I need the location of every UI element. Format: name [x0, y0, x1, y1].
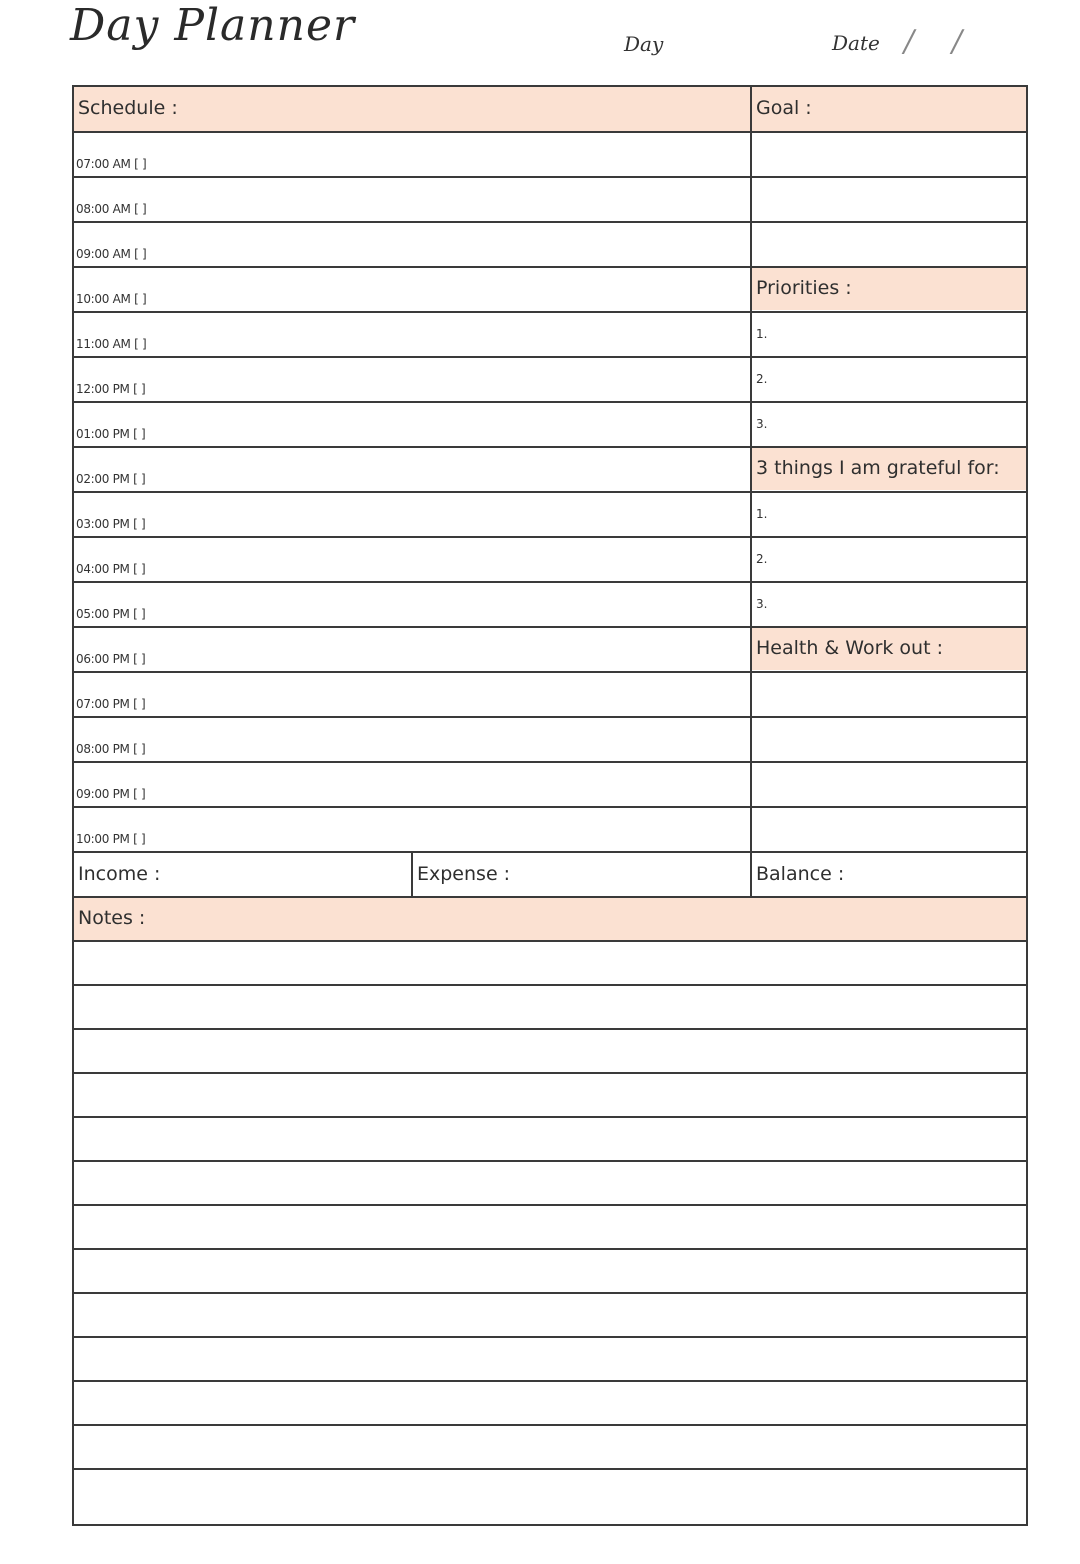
- time-slot[interactable]: 09:00 AM [ ]: [76, 247, 147, 261]
- notes-line: [74, 1424, 1026, 1426]
- time-slot[interactable]: 11:00 AM [ ]: [76, 337, 147, 351]
- row-line: [74, 761, 1026, 763]
- notes-line: [74, 1248, 1026, 1250]
- planner-title: Day Planner: [70, 0, 356, 51]
- row-line: [74, 221, 1026, 223]
- notes-line: [74, 1116, 1026, 1118]
- row-line: [74, 896, 1026, 898]
- notes-line: [74, 1380, 1026, 1382]
- top-header-band: [74, 87, 1026, 131]
- priority-item[interactable]: 1.: [756, 327, 768, 341]
- priority-item[interactable]: 3.: [756, 417, 768, 431]
- row-line: [74, 581, 1026, 583]
- grateful-item[interactable]: 2.: [756, 552, 768, 566]
- time-slot[interactable]: 09:00 PM [ ]: [76, 787, 146, 801]
- notes-band: [74, 898, 1026, 940]
- row-line: [74, 851, 1026, 853]
- time-slot[interactable]: 12:00 PM [ ]: [76, 382, 146, 396]
- time-slot[interactable]: 10:00 PM [ ]: [76, 832, 146, 846]
- balance-label: Balance :: [756, 863, 845, 885]
- time-slot[interactable]: 03:00 PM [ ]: [76, 517, 146, 531]
- grateful-label: 3 things I am grateful for:: [756, 457, 1000, 479]
- income-label: Income :: [78, 863, 161, 885]
- row-line: [74, 806, 1026, 808]
- row-line: [74, 131, 1026, 133]
- time-slot[interactable]: 07:00 AM [ ]: [76, 157, 147, 171]
- time-slot[interactable]: 07:00 PM [ ]: [76, 697, 146, 711]
- row-line: [74, 491, 1026, 493]
- time-slot[interactable]: 05:00 PM [ ]: [76, 607, 146, 621]
- priorities-label: Priorities :: [756, 277, 852, 299]
- row-line: [74, 446, 1026, 448]
- time-slot[interactable]: 08:00 AM [ ]: [76, 202, 147, 216]
- time-slot[interactable]: 02:00 PM [ ]: [76, 472, 146, 486]
- notes-line: [74, 1072, 1026, 1074]
- notes-line: [74, 1028, 1026, 1030]
- time-slot[interactable]: 04:00 PM [ ]: [76, 562, 146, 576]
- health-label: Health & Work out :: [756, 637, 943, 659]
- row-line: [74, 716, 1026, 718]
- row-line: [74, 266, 1026, 268]
- notes-label: Notes :: [78, 907, 146, 929]
- row-line: [74, 536, 1026, 538]
- date-separator: /: [904, 24, 915, 59]
- notes-line: [74, 984, 1026, 986]
- notes-line: [74, 1292, 1026, 1294]
- notes-line: [74, 1160, 1026, 1162]
- grateful-item[interactable]: 1.: [756, 507, 768, 521]
- goal-label: Goal :: [756, 97, 812, 119]
- notes-line: [74, 1204, 1026, 1206]
- row-line: [74, 401, 1026, 403]
- notes-line: [74, 1468, 1026, 1470]
- priority-item[interactable]: 2.: [756, 372, 768, 386]
- time-slot[interactable]: 08:00 PM [ ]: [76, 742, 146, 756]
- time-slot[interactable]: 10:00 AM [ ]: [76, 292, 147, 306]
- time-slot[interactable]: 06:00 PM [ ]: [76, 652, 146, 666]
- date-separator: /: [952, 24, 963, 59]
- day-label: Day: [624, 32, 664, 56]
- row-line: [74, 176, 1026, 178]
- row-line: [74, 311, 1026, 313]
- schedule-label: Schedule :: [78, 97, 178, 119]
- planner-grid: [72, 85, 1028, 1526]
- grateful-item[interactable]: 3.: [756, 597, 768, 611]
- row-line: [74, 356, 1026, 358]
- row-line: [74, 940, 1026, 942]
- expense-label: Expense :: [417, 863, 511, 885]
- row-line: [74, 671, 1026, 673]
- row-line: [74, 626, 1026, 628]
- finance-divider: [411, 853, 413, 898]
- notes-line: [74, 1336, 1026, 1338]
- time-slot[interactable]: 01:00 PM [ ]: [76, 427, 146, 441]
- date-label: Date: [832, 31, 880, 55]
